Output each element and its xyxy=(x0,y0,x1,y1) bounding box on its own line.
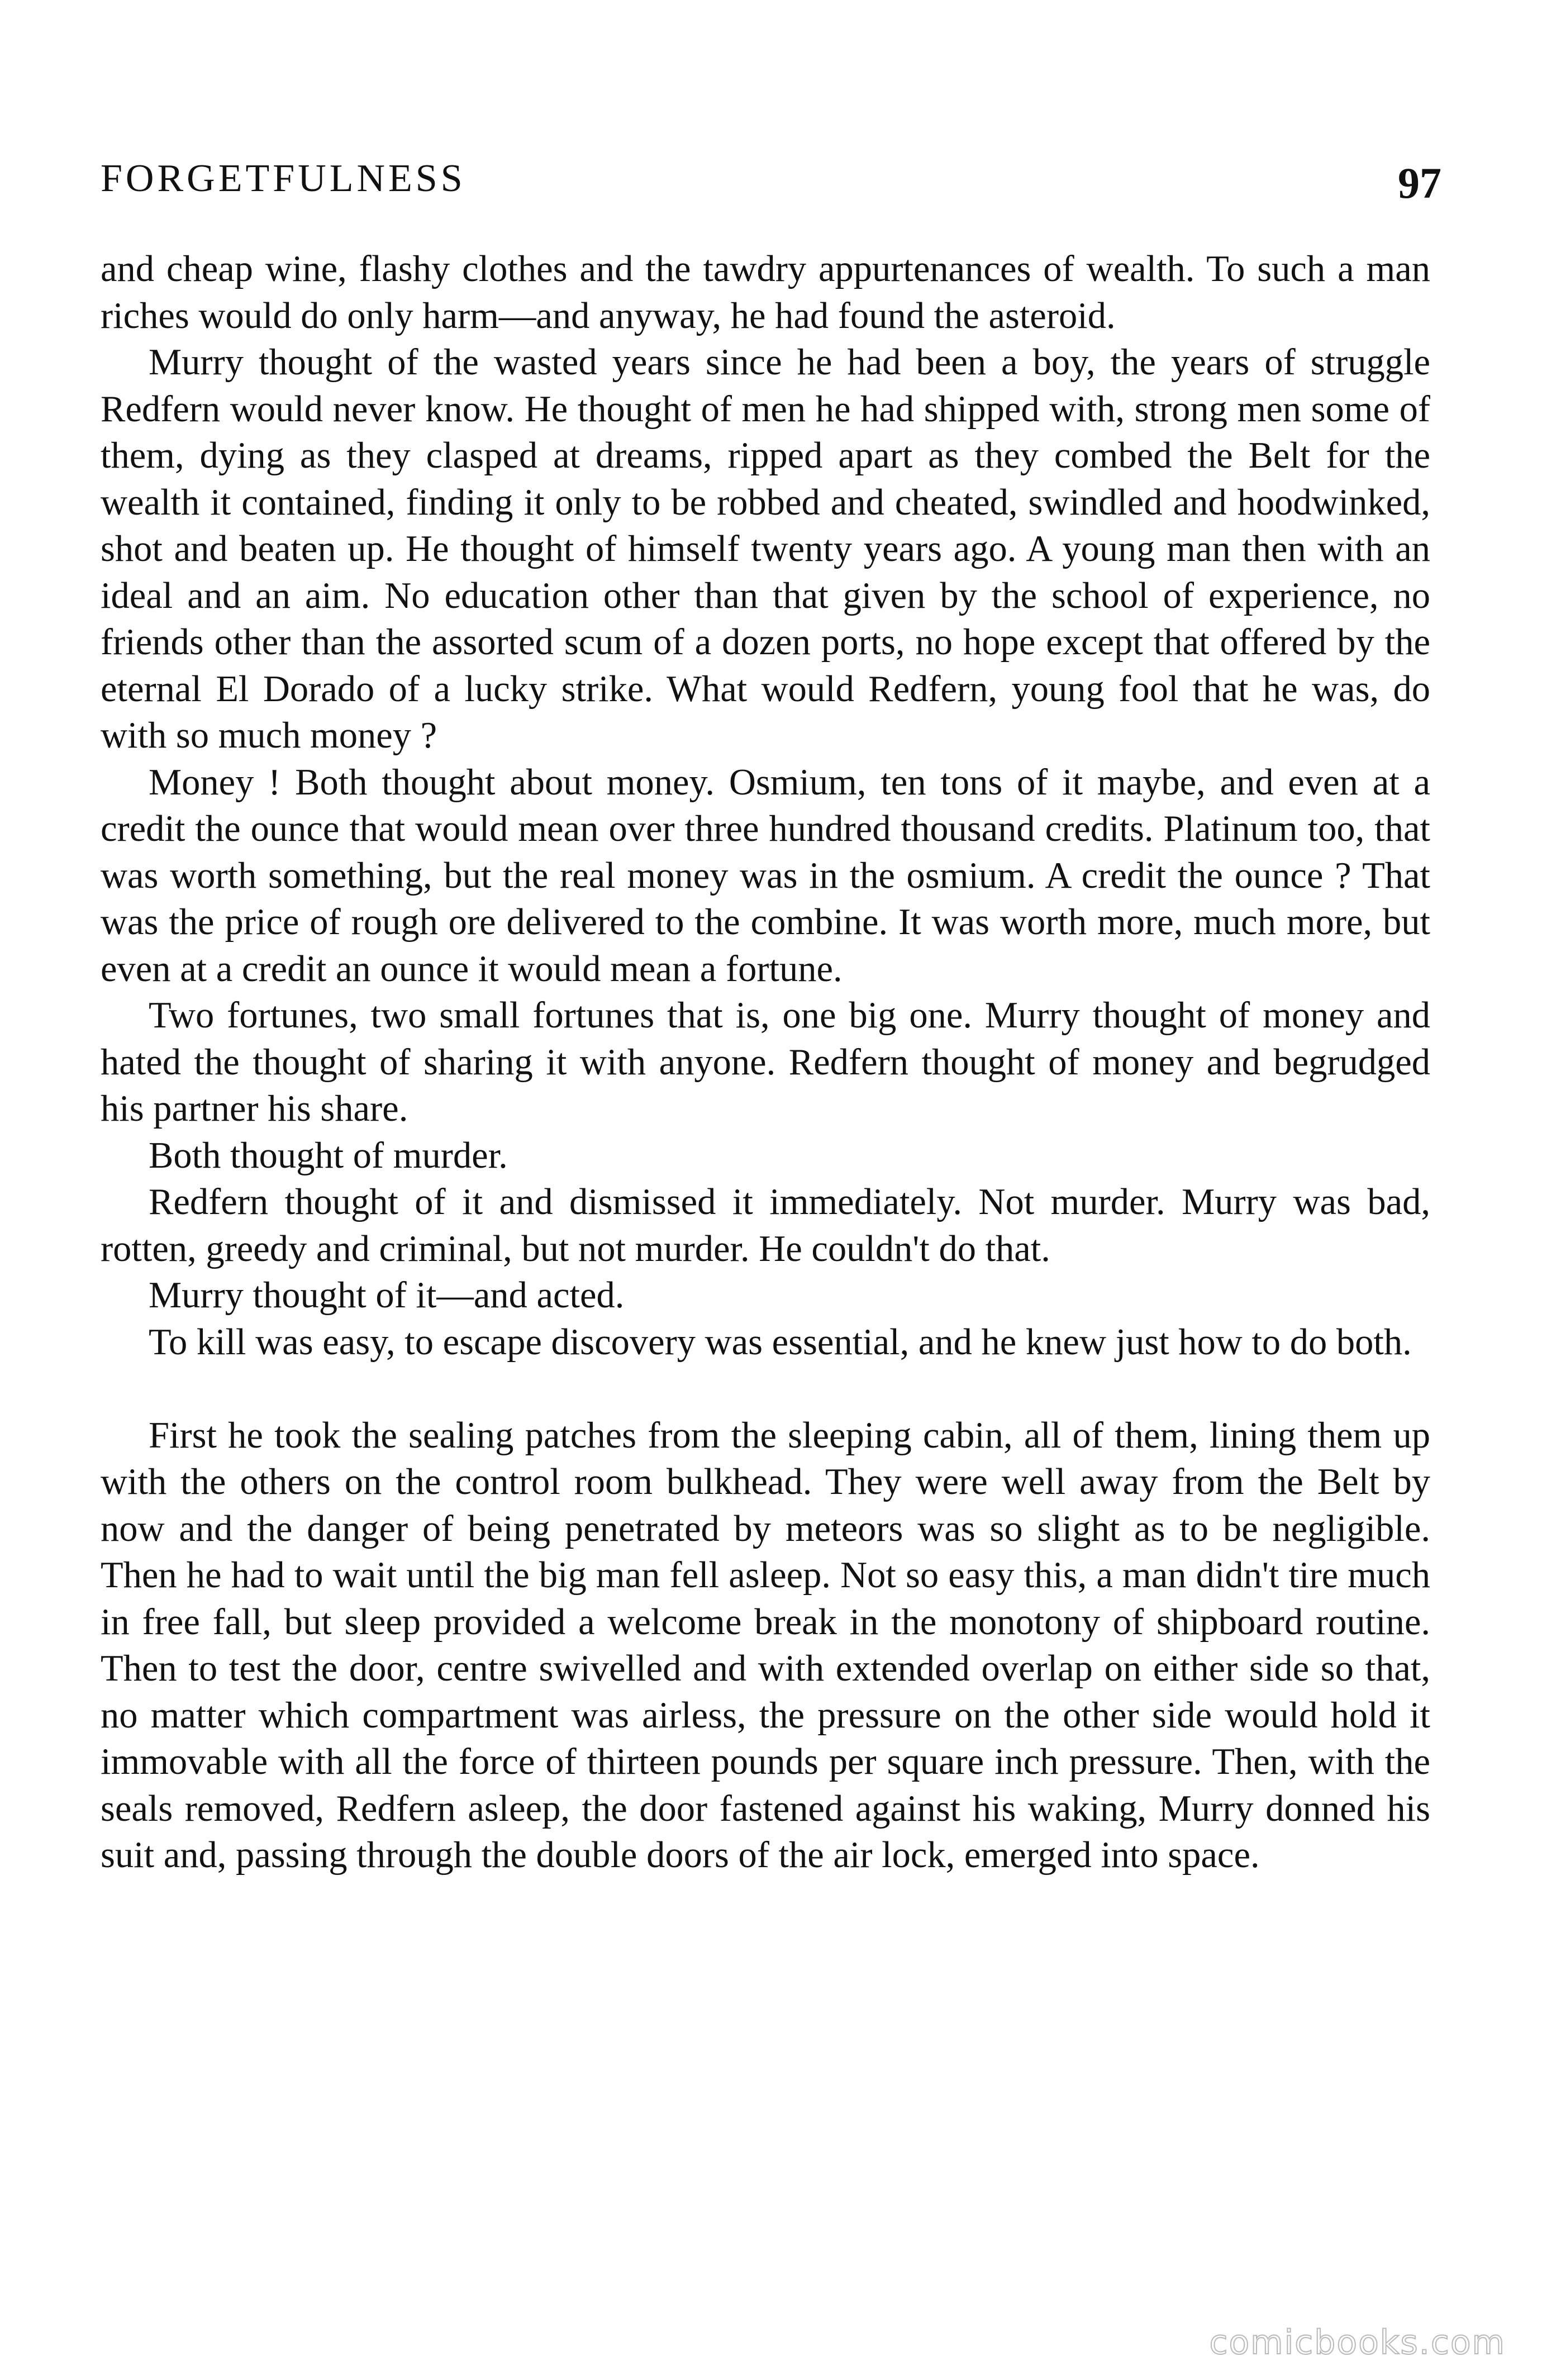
running-head xyxy=(101,154,1441,215)
paragraph-continuation: and cheap wine, flashy clothes and the tawdry appurtenances of wealth. To such a man riches would do only harm—and anyway, he had found the asteroid. xyxy=(101,249,1430,336)
running-title: FORGETFULNESS xyxy=(101,157,466,200)
section-break xyxy=(101,1365,1430,1412)
paragraph-to-kill: To kill was easy, to escape discovery was essential, and he knew just how to do both. xyxy=(149,1321,1412,1363)
paragraph-murry-wasted-years: Murry thought of the wasted years since he had been a boy, the years of struggle Redfern would never know. He thought of men he had shipped with, strong men some of them, dying as they clasped at dreams, ripped apart as they combed the Belt for the wealth it contained, finding it only to be robbed and cheated, swindled and hoodwinked, shot and beaten up. He thought of himself twenty years ago. A young man then with an ideal and an aim. No education other than that given by the school of experience, no friends other than the assorted scum of a dozen ports, no hope except that offered by the eternal El Dorado of a lucky strike. What would Redfern, young fool that he was, do with so much money ? xyxy=(101,342,1430,756)
paragraph-two-fortunes: Two fortunes, two small fortunes that is, one big one. Murry thought of money and hated the thought of sharing it with anyone. Redfern thought of money and begrudged his partner his share. xyxy=(101,995,1430,1129)
paragraph-redfern-dismissed: Redfern thought of it and dismissed it immediately. Not murder. Murry was bad, rotten, greedy and criminal, but not murder. He couldn't do that. xyxy=(101,1182,1430,1269)
paragraph-both-thought-murder: Both thought of murder. xyxy=(149,1135,508,1176)
body-text xyxy=(101,246,1430,1879)
watermark-logo: comicbooks.com xyxy=(1209,2323,1506,2362)
paragraph-murry-acted: Murry thought of it—and acted. xyxy=(149,1275,625,1316)
paragraph-sealing-patches: First he took the sealing patches from the sleeping cabin, all of them, lining them up with the others on the control room bulkhead. They were well away from the Belt by now and the danger of being penetrated by meteors was so slight as to be negligible. Then he had to wait until the big man fell asleep. Not so easy this, a man didn't tire much in free fall, but sleep provided a welcome break in the monotony of shipboard routine. Then to test the door, centre swivelled and with extended overlap on either side so that, no matter which compartment was airless, the pressure on the other side would hold it immovable with all the force of thirteen pounds per square inch pressure. Then, with the seals removed, Redfern asleep, the door fastened against his waking, Murry donned his suit and, passing through the double doors of the air lock, emerged into space. xyxy=(101,1415,1430,1876)
paragraph-money: Money ! Both thought about money. Osmium, ten tons of it maybe, and even at a credit the ounce that would mean over three hundred thousand credits. Platinum too, that was worth something, but the real money was in the osmium. A credit the ounce ? That was the price of rough ore delivered to the combine. It was worth more, much more, but even at a credit an ounce it would mean a fortune. xyxy=(101,761,1430,989)
page-number: 97 xyxy=(1398,159,1441,207)
